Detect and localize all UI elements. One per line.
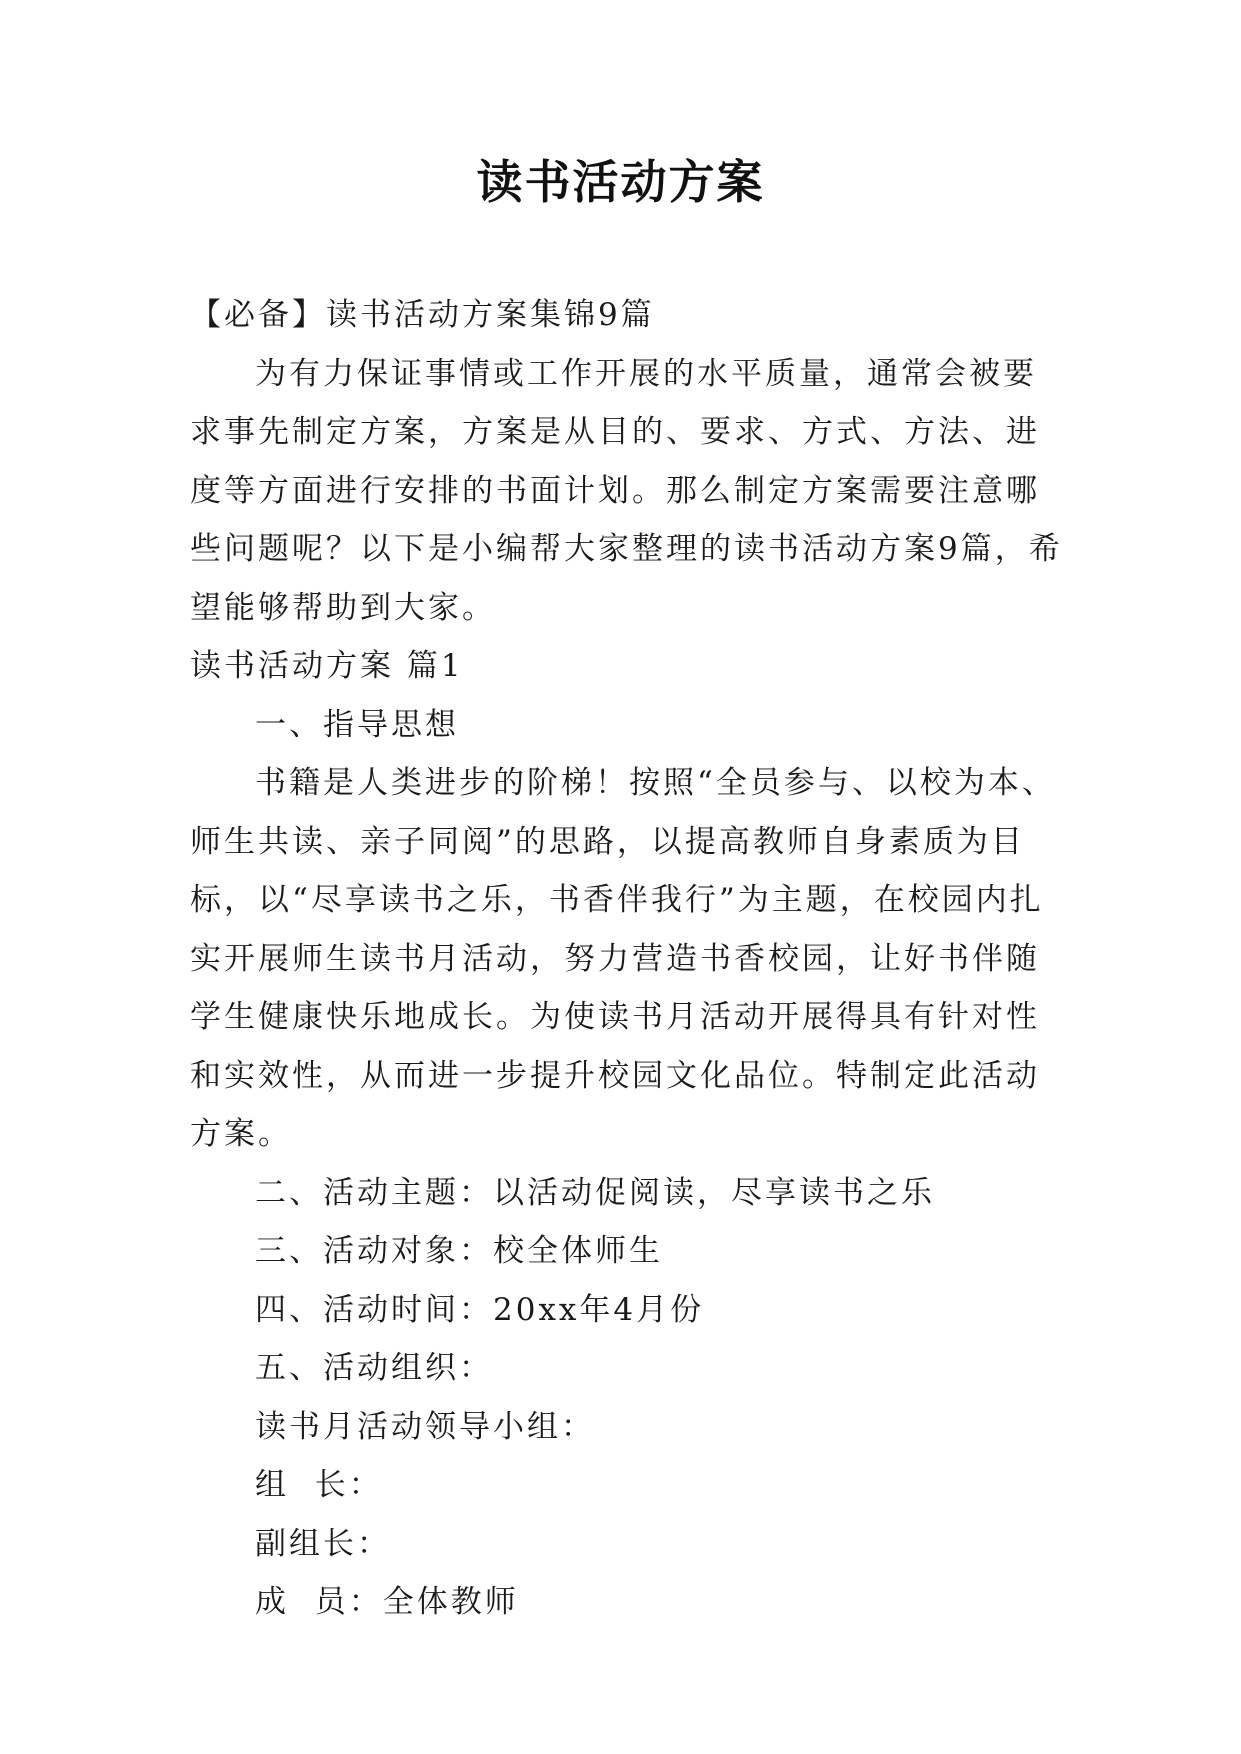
organization-item: 五、活动组织： (255, 1350, 493, 1386)
document-title: 读书活动方案 (476, 155, 765, 209)
time-item: 四、活动时间：20xx年4月份 (255, 1291, 705, 1328)
members-line: 成 员：全体教师 (255, 1584, 519, 1620)
section-heading: 读书活动方案 篇1 (190, 648, 464, 684)
target-item: 三、活动对象：校全体师生 (255, 1233, 663, 1269)
document-subtitle: 【必备】读书活动方案集锦9篇 (190, 297, 655, 333)
intro-paragraph: 为有力保证事情或工作开展的水平质量，通常会被要求事先制定方案，方案是从目的、要求、方式、方法、进度等方面进行安排的书面计划。那么制定方案需要注意哪些问题呢？以下是小编帮大家整理的读书活动方案9篇，希望能够帮助到大家。 (190, 355, 1063, 626)
leadership-group: 读书月活动领导小组： (255, 1408, 595, 1445)
guiding-heading: 一、指导思想 (255, 706, 459, 743)
leader-line: 组 长： (255, 1467, 383, 1503)
deputy-leader-line: 副组长： (255, 1525, 391, 1562)
theme-item: 二、活动主题：以活动促阅读，尽享读书之乐 (255, 1174, 935, 1211)
document-body (190, 286, 1070, 1632)
guiding-paragraph: 书籍是人类进步的阶梯！按照“全员参与、以校为本、师生共读、亲子同阅”的思路，以提高教师自身素质为目标，以“尽享读书之乐，书香伴我行”为主题，在校园内扎实开展师生读书月活动，努力营造书香校园，让好书伴随学生健康快乐地成长。为使读书月活动开展得具有针对性和实效性，从而进一步提升校园文化品位。特制定此活动方案。 (190, 765, 1056, 1152)
